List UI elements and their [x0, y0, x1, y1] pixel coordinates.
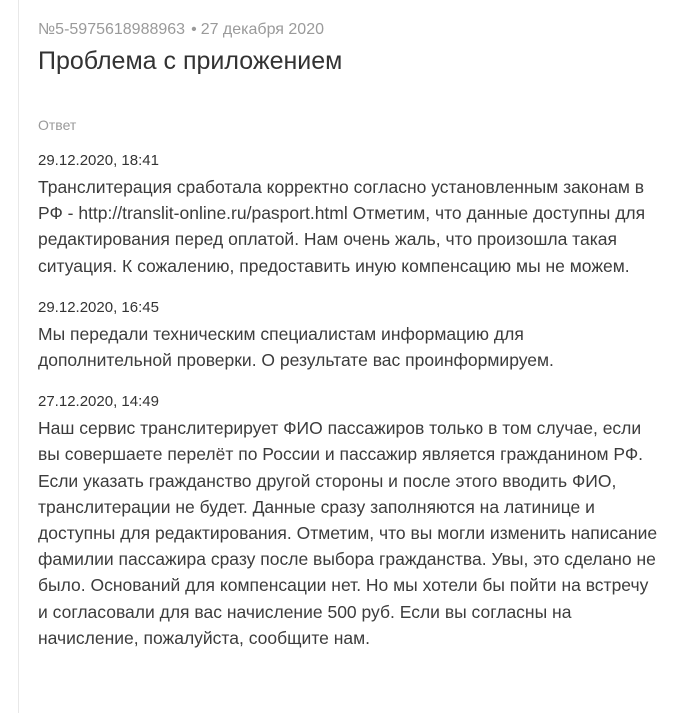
ticket-panel [38, 0, 678, 651]
answer-datetime: 27.12.2020, 14:49 [38, 393, 159, 411]
ticket-date: 27 декабря 2020 [200, 21, 324, 38]
answer-datetime: 29.12.2020, 18:41 [38, 152, 159, 169]
ticket-title: Проблема с приложением [38, 47, 343, 75]
answer-datetime: 29.12.2020, 16:45 [38, 298, 159, 316]
answer-item [38, 297, 678, 373]
answer-text: Наш сервис транслитерирует ФИО пассажиров только в том случае, если вы совершаете перелёт по России и пассажир является гражданином РФ. Если указать гражданство другой стороны и после этого вводить ФИО, транслитерации не будет. Данные сразу заполняются на латинице и доступны для редактирования. Отметим, что вы могли изменить написание фамилии пассажира сразу после выбора гражданства. Увы, это сделано не было. Оснований для компенсации нет. Но мы хотели бы пойти на встречу и согласовали для вас начисление 500 руб. Если вы согласны на начисление, пожалуйста, сообщите нам. [38, 418, 658, 648]
answer-text: Транслитерация сработала корректно согласно установленным законам в РФ - http://translit-online.ru/pasport.html Отметим, что данные доступны для редактирования перед оплатой. Нам очень жаль, что произошла такая ситуация. К сожалению, предоставить иную компенсацию мы не можем. [38, 177, 646, 276]
answer-text: Мы передали техническим специалистам информацию для дополнительной проверки. О результате вас проинформируем. [38, 323, 554, 371]
ticket-meta [38, 19, 678, 41]
answer-item [38, 150, 678, 279]
answer-item [38, 391, 678, 651]
answers-label: Ответ [38, 117, 77, 133]
left-divider [18, 0, 19, 713]
ticket-number: №5-5975618988963 [38, 21, 186, 38]
meta-separator: • [191, 21, 197, 38]
